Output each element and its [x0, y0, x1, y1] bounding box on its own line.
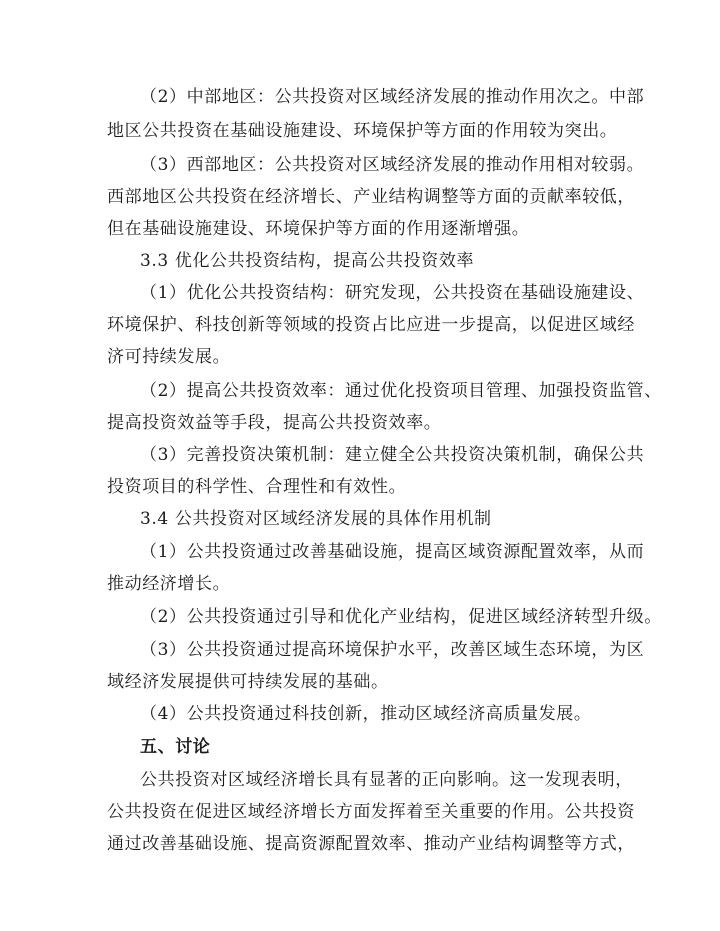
- section-heading-3-3: 3.3 优化公共投资结构，提高公共投资效率: [140, 251, 475, 271]
- paragraph-line: 济可持续发展。: [107, 347, 231, 367]
- chapter-heading-discussion: 五、讨论: [140, 737, 211, 757]
- paragraph-line: 西部地区公共投资在经济增长、产业结构调整等方面的贡献率较低，: [107, 187, 635, 207]
- paragraph-line: 推动经济增长。: [107, 574, 231, 594]
- paragraph-line: （4）公共投资通过科技创新，推动区域经济高质量发展。: [140, 704, 592, 724]
- paragraph-line: 公共投资对区域经济增长具有显著的正向影响。这一发现表明，: [140, 770, 633, 790]
- paragraph-line: （2）中部地区：公共投资对区域经济发展的推动作用次之。中部: [140, 87, 645, 107]
- paragraph-line: （2）公共投资通过引导和优化产业结构，促进区域经济转型升级。: [140, 607, 662, 627]
- paragraph-line: （3）西部地区：公共投资对区域经济发展的推动作用相对较弱。: [140, 155, 645, 175]
- paragraph-line: 提高投资效益等手段，提高公共投资效率。: [107, 413, 442, 433]
- paragraph-line: 公共投资在促进区域经济增长方面发挥着至关重要的作用。公共投资: [107, 802, 635, 822]
- paragraph-line: 域经济发展提供可持续发展的基础。: [107, 672, 389, 692]
- section-heading-3-4: 3.4 公共投资对区域经济发展的具体作用机制: [140, 509, 492, 529]
- paragraph-line: （3）完善投资决策机制：建立健全公共投资决策机制，确保公共: [140, 445, 645, 465]
- paragraph-line: （2）提高公共投资效率：通过优化投资项目管理、加强投资监管、: [140, 381, 662, 401]
- paragraph-line: 地区公共投资在基础设施建设、环境保护等方面的作用较为突出。: [107, 121, 618, 141]
- paragraph-line: （3）公共投资通过提高环境保护水平，改善区域生态环境，为区: [140, 640, 645, 660]
- paragraph-line: 环境保护、科技创新等领域的投资占比应进一步提高，以促进区域经: [107, 315, 635, 335]
- paragraph-line: 投资项目的科学性、合理性和有效性。: [107, 477, 407, 497]
- paragraph-line: （1）优化公共投资结构：研究发现，公共投资在基础设施建设、: [140, 283, 645, 303]
- paragraph-line: 但在基础设施建设、环境保护等方面的作用逐渐增强。: [107, 219, 530, 239]
- paragraph-line: 通过改善基础设施、提高资源配置效率、推动产业结构调整等方式，: [107, 834, 635, 854]
- paragraph-line: （1）公共投资通过改善基础设施，提高区域资源配置效率，从而: [140, 542, 645, 562]
